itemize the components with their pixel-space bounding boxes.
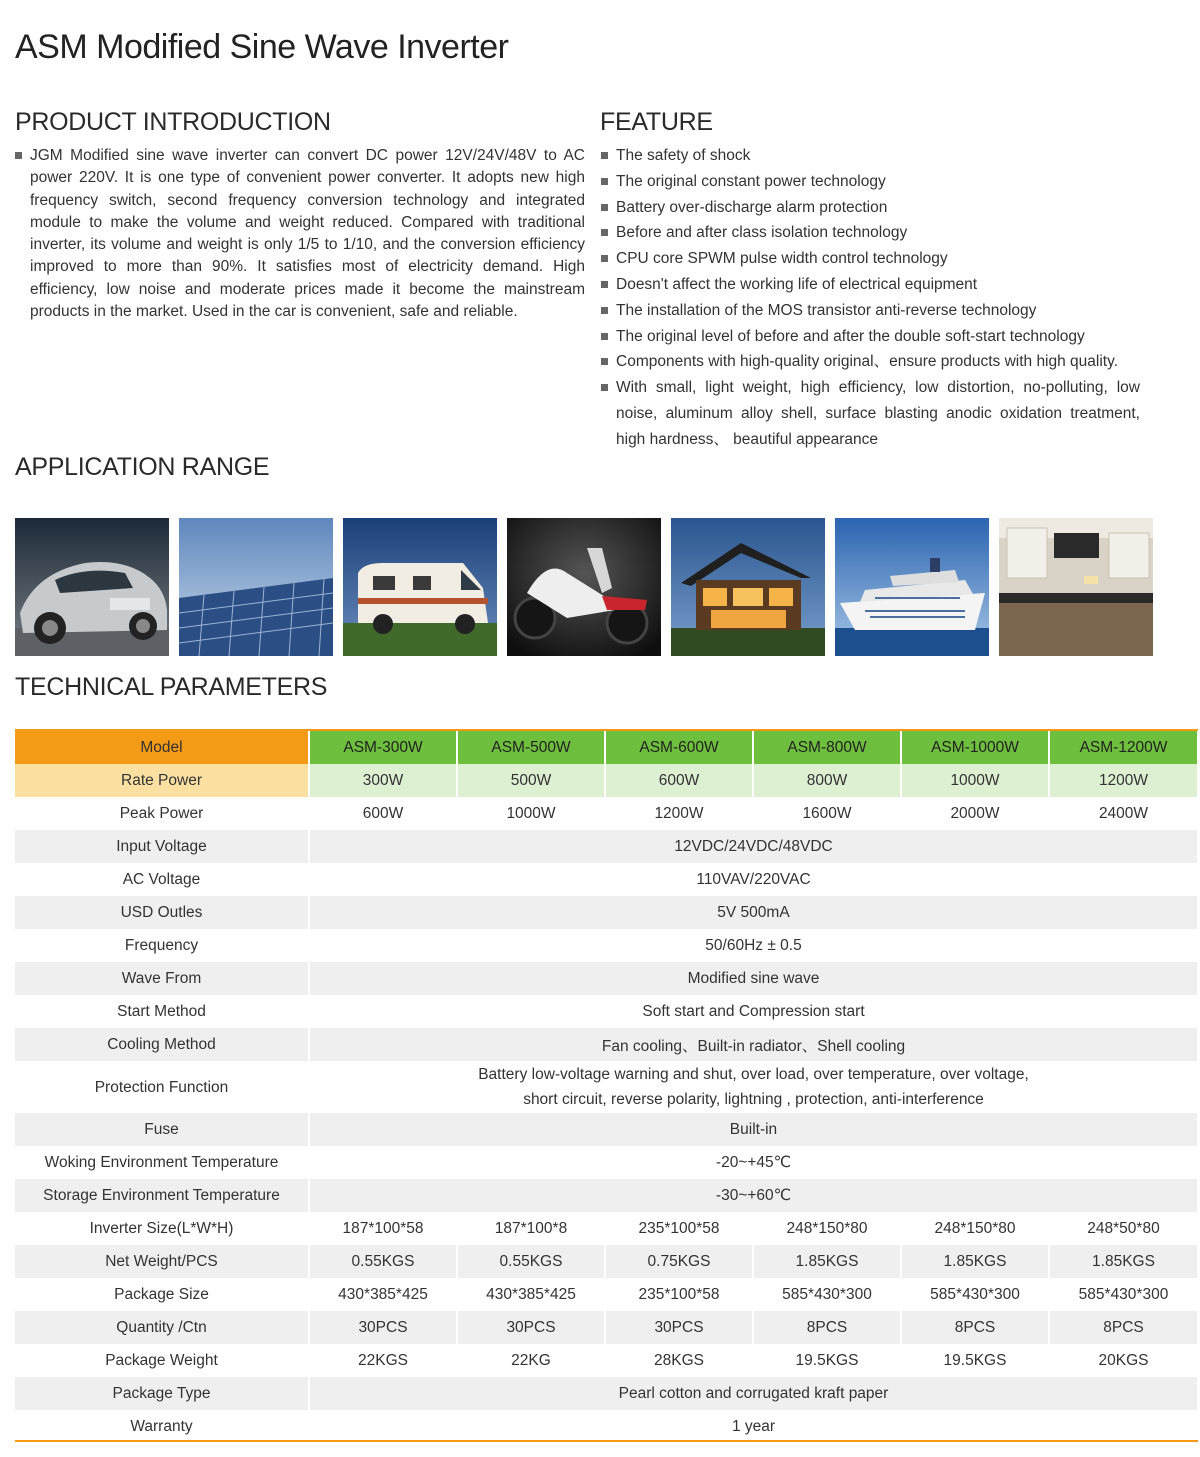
- row-label: Wave From: [15, 962, 309, 995]
- table-cell: 22KGS: [309, 1344, 457, 1377]
- feature-item: Doesn't affect the working life of electrical equipment: [600, 272, 1140, 298]
- square-bullet-icon: [601, 255, 608, 262]
- table-row: [15, 1028, 1198, 1061]
- table-row: [15, 764, 1198, 797]
- table-cell: -20~+45℃: [309, 1146, 1198, 1179]
- row-label: Quantity /Ctn: [15, 1311, 309, 1344]
- table-cell: 12VDC/24VDC/48VDC: [309, 830, 1198, 863]
- table-cell: 30PCS: [309, 1311, 457, 1344]
- intro-paragraph: JGM Modified sine wave inverter can convert DC power 12V/24V/48V to AC power 220V. It is one type of convenient power converter. It adopts new high frequency switch, second frequency conversion technology and integrated module to make the volume and weight reduced. Compared with traditional inverter, its volume and weight is only 1/5 to 1/10, and the conversion efficiency improved to more than 90%. It satisfies most of electricity demand. High efficiency, low noise and moderate prices made it become the mainstream products in the market. Used in the car is convenient, safe and reliable.: [30, 147, 585, 321]
- table-row: [15, 1245, 1198, 1278]
- camper-van-photo: [343, 518, 497, 656]
- table-row: [15, 1146, 1198, 1179]
- row-label: Warranty: [15, 1410, 309, 1443]
- table-cell: 187*100*58: [309, 1212, 457, 1245]
- table-row: [15, 1377, 1198, 1410]
- intro-heading: PRODUCT INTRODUCTION: [15, 108, 331, 136]
- table-cell: 800W: [753, 764, 901, 797]
- square-bullet-icon: [601, 333, 608, 340]
- table-cell: 235*100*58: [605, 1212, 753, 1245]
- model-cell: ASM-1000W: [901, 731, 1049, 764]
- feature-item: The original level of before and after the double soft-start technology: [600, 324, 1140, 350]
- table-cell: 600W: [605, 764, 753, 797]
- table-cell: 430*385*425: [457, 1278, 605, 1311]
- table-cell: 300W: [309, 764, 457, 797]
- row-label: Frequency: [15, 929, 309, 962]
- table-header-row: [15, 731, 1198, 764]
- table-cell: 110VAV/220VAC: [309, 863, 1198, 896]
- square-bullet-icon: [15, 152, 22, 159]
- square-bullet-icon: [601, 178, 608, 185]
- model-cell: ASM-300W: [309, 731, 457, 764]
- table-cell: Fan cooling、Built-in radiator、Shell cooling: [309, 1028, 1198, 1061]
- row-label: Cooling Method: [15, 1028, 309, 1061]
- protection-line-2: short circuit, reverse polarity, lightning , protection, anti-interference: [523, 1091, 984, 1108]
- table-row: [15, 1344, 1198, 1377]
- table-cell: -30~+60℃: [309, 1179, 1198, 1212]
- row-label: Woking Environment Temperature: [15, 1146, 309, 1179]
- solar-panel-photo: [179, 518, 333, 656]
- square-bullet-icon: [601, 358, 608, 365]
- feature-item: The installation of the MOS transistor anti-reverse technology: [600, 298, 1140, 324]
- row-label: Package Type: [15, 1377, 309, 1410]
- row-label: Protection Function: [15, 1061, 309, 1113]
- table-cell: 1.85KGS: [753, 1245, 901, 1278]
- table-row: [15, 830, 1198, 863]
- table-cell: 8PCS: [901, 1311, 1049, 1344]
- feature-item: CPU core SPWM pulse width control technology: [600, 246, 1140, 272]
- application-photos: [15, 518, 1175, 656]
- table-cell: 585*430*300: [901, 1278, 1049, 1311]
- table-cell: 2000W: [901, 797, 1049, 830]
- square-bullet-icon: [601, 204, 608, 211]
- feature-item: The safety of shock: [600, 143, 1140, 169]
- table-cell: 19.5KGS: [753, 1344, 901, 1377]
- feature-item: With small, light weight, high efficiency, low distortion, no-polluting, low noise, aluminum alloy shell, surface blasting anodic oxidation treatment, high hardness、 beautiful appearance: [600, 375, 1140, 452]
- row-label: Net Weight/PCS: [15, 1245, 309, 1278]
- table-row: [15, 1278, 1198, 1311]
- feature-heading: FEATURE: [600, 108, 713, 136]
- table-cell: 1000W: [901, 764, 1049, 797]
- table-row: [15, 1410, 1198, 1443]
- row-label: Start Method: [15, 995, 309, 1028]
- model-cell: ASM-1200W: [1049, 731, 1198, 764]
- table-cell: 1200W: [605, 797, 753, 830]
- table-cell: Soft start and Compression start: [309, 995, 1198, 1028]
- table-row: [15, 797, 1198, 830]
- table-cell: Built-in: [309, 1113, 1198, 1146]
- model-cell: ASM-800W: [753, 731, 901, 764]
- technical-heading: TECHNICAL PARAMETERS: [15, 673, 328, 701]
- feature-item: Before and after class isolation technology: [600, 220, 1140, 246]
- kitchen-photo: [999, 518, 1153, 656]
- row-label: USD Outles: [15, 896, 309, 929]
- table-cell: 8PCS: [753, 1311, 901, 1344]
- table-cell: 19.5KGS: [901, 1344, 1049, 1377]
- model-label: Model: [15, 731, 309, 764]
- feature-item: The original constant power technology: [600, 169, 1140, 195]
- model-cell: ASM-500W: [457, 731, 605, 764]
- row-label: Package Size: [15, 1278, 309, 1311]
- table-cell: 585*430*300: [753, 1278, 901, 1311]
- feature-item: Battery over-discharge alarm protection: [600, 195, 1140, 221]
- table-cell: 430*385*425: [309, 1278, 457, 1311]
- table-cell: 50/60Hz ± 0.5: [309, 929, 1198, 962]
- table-row: [15, 929, 1198, 962]
- table-cell: 1.85KGS: [1049, 1245, 1198, 1278]
- table-cell: 22KG: [457, 1344, 605, 1377]
- table-cell: 585*430*300: [1049, 1278, 1198, 1311]
- row-label: Inverter Size(L*W*H): [15, 1212, 309, 1245]
- table-cell: 600W: [309, 797, 457, 830]
- table-row: [15, 1113, 1198, 1146]
- table-row: [15, 896, 1198, 929]
- row-label: Package Weight: [15, 1344, 309, 1377]
- title-brand: ASM: [15, 28, 88, 66]
- protection-line-1: Battery low-voltage warning and shut, over load, over temperature, over voltage,: [478, 1066, 1029, 1083]
- application-heading: APPLICATION RANGE: [15, 453, 270, 481]
- table-row: [15, 962, 1198, 995]
- cruise-ship-photo: [835, 518, 989, 656]
- table-cell: 5V 500mA: [309, 896, 1198, 929]
- table-cell: 30PCS: [457, 1311, 605, 1344]
- table-cell: 187*100*8: [457, 1212, 605, 1245]
- row-label: Rate Power: [15, 764, 309, 797]
- table-cell: [309, 1061, 1198, 1113]
- table-cell: 0.75KGS: [605, 1245, 753, 1278]
- table-cell: 1600W: [753, 797, 901, 830]
- table-row: [15, 863, 1198, 896]
- title-text: Modified Sine Wave Inverter: [96, 28, 509, 66]
- table-bottom-rule: [15, 1440, 1198, 1442]
- table-cell: 1 year: [309, 1410, 1198, 1443]
- table-cell: Modified sine wave: [309, 962, 1198, 995]
- square-bullet-icon: [601, 281, 608, 288]
- square-bullet-icon: [601, 384, 608, 391]
- table-cell: 8PCS: [1049, 1311, 1198, 1344]
- table-cell: 248*150*80: [901, 1212, 1049, 1245]
- car-photo: [15, 518, 169, 656]
- square-bullet-icon: [601, 152, 608, 159]
- table-cell: 248*50*80: [1049, 1212, 1198, 1245]
- table-row: [15, 1311, 1198, 1344]
- table-cell: 1200W: [1049, 764, 1198, 797]
- row-label: Fuse: [15, 1113, 309, 1146]
- square-bullet-icon: [601, 307, 608, 314]
- technical-parameters-table: [15, 731, 1199, 1443]
- row-label: Input Voltage: [15, 830, 309, 863]
- table-cell: 500W: [457, 764, 605, 797]
- table-row: [15, 1179, 1198, 1212]
- house-photo: [671, 518, 825, 656]
- table-cell: 20KGS: [1049, 1344, 1198, 1377]
- feature-item: Components with high-quality original、ensure products with high quality.: [600, 349, 1140, 375]
- table-cell: 0.55KGS: [309, 1245, 457, 1278]
- model-cell: ASM-600W: [605, 731, 753, 764]
- table-cell: 28KGS: [605, 1344, 753, 1377]
- table-cell: 235*100*58: [605, 1278, 753, 1311]
- row-label: AC Voltage: [15, 863, 309, 896]
- table-cell: 2400W: [1049, 797, 1198, 830]
- table-row: [15, 1212, 1198, 1245]
- row-label: Storage Environment Temperature: [15, 1179, 309, 1212]
- feature-list: [600, 143, 1140, 453]
- square-bullet-icon: [601, 229, 608, 236]
- page-title: [15, 28, 508, 67]
- table-cell: 248*150*80: [753, 1212, 901, 1245]
- row-label: Peak Power: [15, 797, 309, 830]
- table-cell: 30PCS: [605, 1311, 753, 1344]
- table-cell: 0.55KGS: [457, 1245, 605, 1278]
- table-cell: 1000W: [457, 797, 605, 830]
- table-cell: 1.85KGS: [901, 1245, 1049, 1278]
- table-row: [15, 995, 1198, 1028]
- scooter-photo: [507, 518, 661, 656]
- table-cell: Pearl cotton and corrugated kraft paper: [309, 1377, 1198, 1410]
- table-row: [15, 1061, 1198, 1113]
